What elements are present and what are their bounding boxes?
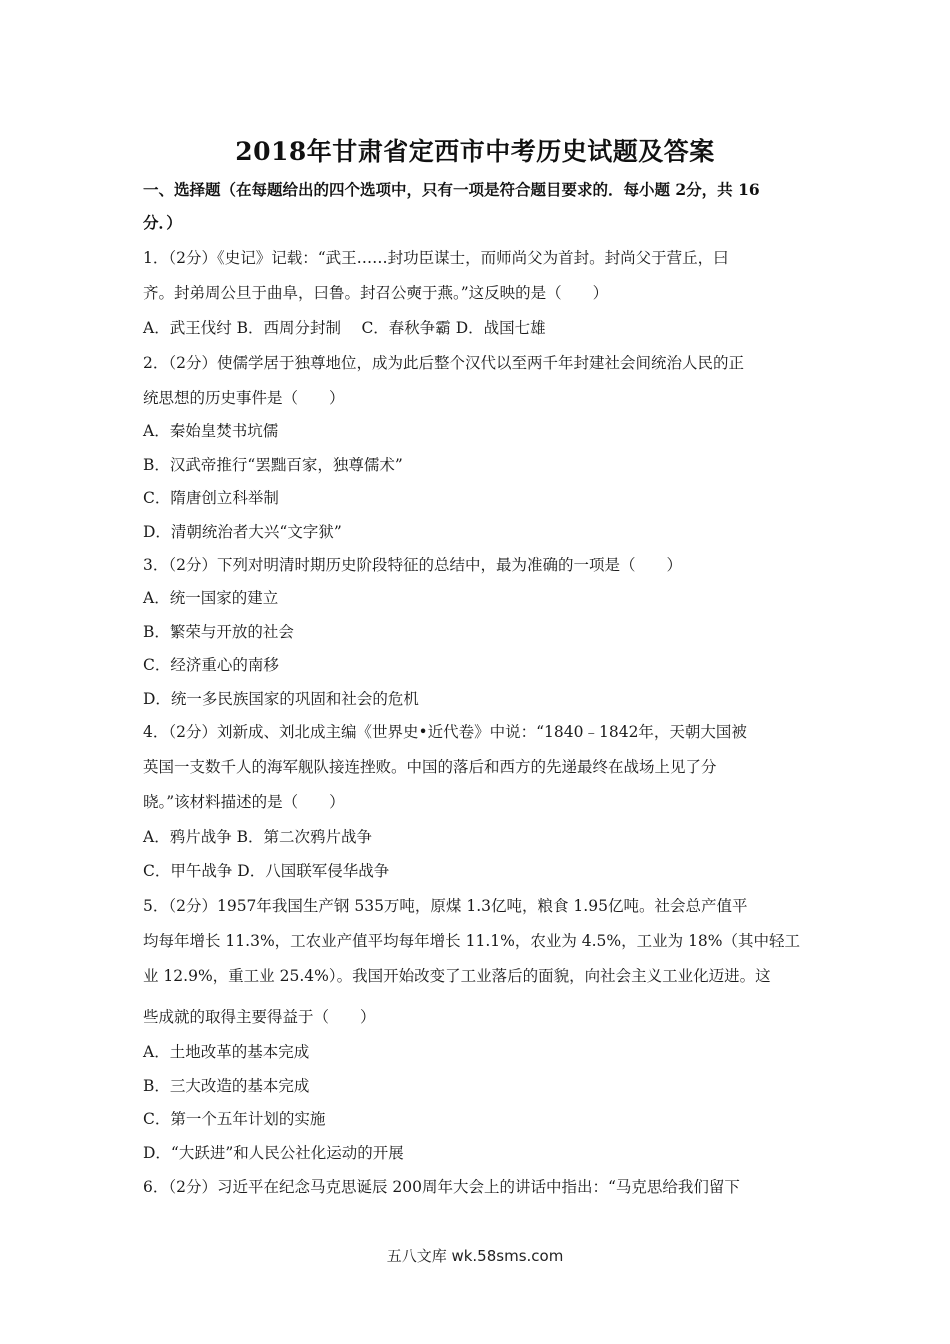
question-4-stem-line-2: 英国一支数千人的海军舰队接连挫败。中国的落后和西方的先递最终在战场上见了分 — [143, 758, 717, 776]
question-2-option-d: D．清朝统治者大兴“文字狱” — [143, 523, 342, 541]
question-2-stem-line-2: 统思想的历史事件是（ ） — [143, 389, 345, 407]
question-4-options-cd: C．甲午战争 D．八国联军侵华战争 — [143, 862, 390, 880]
document-title: 2018年甘肃省定西市中考历史试题及答案 — [235, 137, 715, 166]
question-4-stem-line-3: 晓。”该材料描述的是（ ） — [143, 793, 345, 811]
question-1-stem-line-1: 1．（2分）《史记》记载：“武王……封功臣谋士，而师尚父为首封。封尚父于营丘，曰 — [143, 249, 729, 267]
footer-watermark: 五八文库 wk.58sms.com — [386, 1247, 564, 1265]
question-1-options: A．武王伐纣 B．西周分封制 C．春秋争霸 D．战国七雄 — [143, 319, 546, 337]
question-3-option-d: D．统一多民族国家的巩固和社会的危机 — [143, 690, 419, 708]
question-5-option-c: C．第一个五年计划的实施 — [143, 1110, 326, 1128]
question-5-stem-line-3: 业 12.9%，重工业 25.4%）。我国开始改变了工业落后的面貌，向社会主义工业化迈进。这 — [143, 967, 771, 985]
question-3-stem: 3．（2分）下列对明清时期历史阶段特征的总结中，最为准确的一项是（ ） — [143, 556, 682, 574]
question-5-option-a: A．土地改革的基本完成 — [143, 1043, 310, 1061]
question-2-option-b: B．汉武帝推行“罢黜百家，独尊儒术” — [143, 456, 403, 474]
question-3-option-c: C．经济重心的南移 — [143, 656, 279, 674]
question-2-option-c: C．隋唐创立科举制 — [143, 489, 279, 507]
question-5-stem-line-2: 均每年增长 11.3%，工农业产值平均每年增长 11.1%，农业为 4.5%，工业为 18%（其中轻工 — [143, 932, 801, 950]
question-4-stem-line-1: 4．（2分）刘新成、刘北成主编《世界史•近代卷》中说：“1840﹣1842年，天朝大国被 — [143, 723, 747, 741]
question-2-option-a: A．秦始皇焚书坑儒 — [143, 422, 279, 440]
section-heading-line-1: 一、选择题（在每题给出的四个选项中，只有一项是符合题目要求的．每小题 2分，共 16 — [143, 180, 760, 199]
question-5-option-b: B．三大改造的基本完成 — [143, 1077, 310, 1095]
question-3-option-a: A．统一国家的建立 — [143, 589, 279, 607]
question-2-stem-line-1: 2．（2分）使儒学居于独尊地位，成为此后整个汉代以至两千年封建社会间统治人民的正 — [143, 354, 744, 372]
question-1-stem-line-2: 齐。封弟周公旦于曲阜，曰鲁。封召公奭于燕。”这反映的是（ ） — [143, 284, 609, 302]
question-5-stem-line-4: 些成就的取得主要得益于（ ） — [143, 1008, 376, 1026]
question-5-option-d: D．“大跃进”和人民公社化运动的开展 — [143, 1144, 404, 1162]
section-heading-line-2: 分．） — [143, 213, 182, 232]
question-3-option-b: B．繁荣与开放的社会 — [143, 623, 294, 641]
question-5-stem-line-1: 5．（2分）1957年我国生产钢 535万吨，原煤 1.3亿吨，粮食 1.95亿吨。社会总产值平 — [143, 897, 748, 915]
question-6-stem-line-1: 6．（2分）习近平在纪念马克思诞辰 200周年大会上的讲话中指出：“马克思给我们留下 — [143, 1178, 740, 1196]
question-4-options-ab: A．鸦片战争 B．第二次鸦片战争 — [143, 828, 373, 846]
